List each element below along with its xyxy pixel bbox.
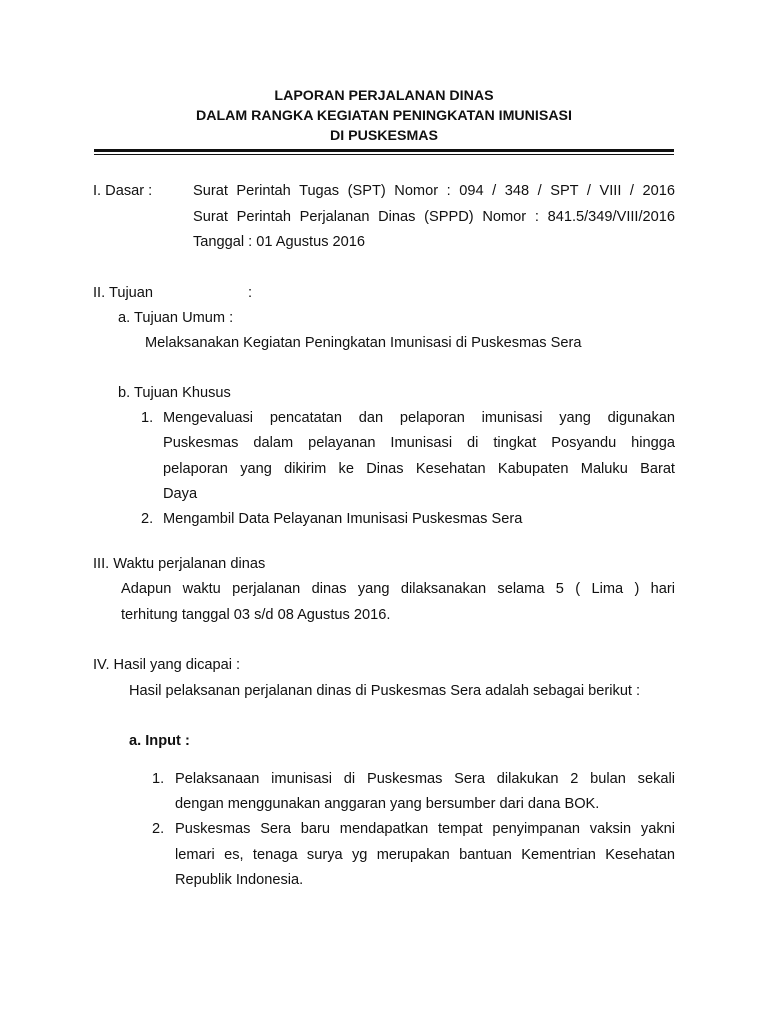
tujuan-khusus-1-line: Mengevaluasi pencatatan dan pelaporan imunisasi yang digunakan <box>163 410 675 426</box>
input-item-2-line: lemari es, tenaga surya yg merupakan bantuan Kementrian Kesehatan <box>175 847 675 863</box>
input-item-2-number: 2. <box>152 821 165 837</box>
dasar-date-line: Tanggal : 01 Agustus 2016 <box>193 234 366 250</box>
waktu-text-line-2: terhitung tanggal 03 s/d 08 Agustus 2016. <box>121 607 391 623</box>
dasar-sppd-line: Surat Perintah Perjalanan Dinas (SPPD) Nomor : 841.5/349/VIII/2016 <box>193 209 675 225</box>
doc-title-line-3: DI PUSKESMAS <box>330 128 438 144</box>
hasil-input-label: a. Input : <box>129 733 190 749</box>
tujuan-umum-label: a. Tujuan Umum : <box>118 310 234 326</box>
header-rule-thick <box>94 149 674 152</box>
section-tujuan-label: II. Tujuan <box>93 285 154 301</box>
tujuan-khusus-1-line: Puskesmas dalam pelayanan Imunisasi di tingkat Posyandu hingga <box>163 435 675 451</box>
tujuan-khusus-1-number: 1. <box>141 410 154 426</box>
section-waktu-label: III. Waktu perjalanan dinas <box>93 556 266 572</box>
doc-title-line-1: LAPORAN PERJALANAN DINAS <box>274 88 494 104</box>
section-hasil-label: IV. Hasil yang dicapai : <box>93 657 241 673</box>
dasar-spt-line: Surat Perintah Tugas (SPT) Nomor : 094 / 348 / SPT / VIII / 2016 <box>193 183 675 199</box>
tujuan-khusus-1-line: pelaporan yang dikirim ke Dinas Kesehatan Kabupaten Maluku Barat <box>163 461 675 477</box>
input-item-2-line: Republik Indonesia. <box>175 872 304 888</box>
tujuan-umum-text: Melaksanakan Kegiatan Peningkatan Imunisasi di Puskesmas Sera <box>145 335 582 351</box>
section-tujuan-colon: : <box>248 285 253 301</box>
tujuan-khusus-1-line: Daya <box>163 486 198 502</box>
input-item-1-line: Pelaksanaan imunisasi di Puskesmas Sera dilakukan 2 bulan sekali <box>175 771 675 787</box>
input-item-1-line: dengan menggunakan anggaran yang bersumber dari dana BOK. <box>175 796 600 812</box>
waktu-text-line-1: Adapun waktu perjalanan dinas yang dilaksanakan selama 5 ( Lima ) hari <box>121 581 675 597</box>
input-item-1-number: 1. <box>152 771 165 787</box>
hasil-intro: Hasil pelaksanan perjalanan dinas di Puskesmas Sera adalah sebagai berikut : <box>129 683 641 699</box>
section-dasar-label: I. Dasar : <box>93 183 153 199</box>
tujuan-khusus-2-text: Mengambil Data Pelayanan Imunisasi Puskesmas Sera <box>163 511 523 527</box>
header-rule-thin <box>94 154 674 155</box>
input-item-2-line: Puskesmas Sera baru mendapatkan tempat penyimpanan vaksin yakni <box>175 821 675 837</box>
tujuan-khusus-2-number: 2. <box>141 511 154 527</box>
doc-title-line-2: DALAM RANGKA KEGIATAN PENINGKATAN IMUNISASI <box>196 108 572 124</box>
tujuan-khusus-label: b. Tujuan Khusus <box>118 385 231 401</box>
